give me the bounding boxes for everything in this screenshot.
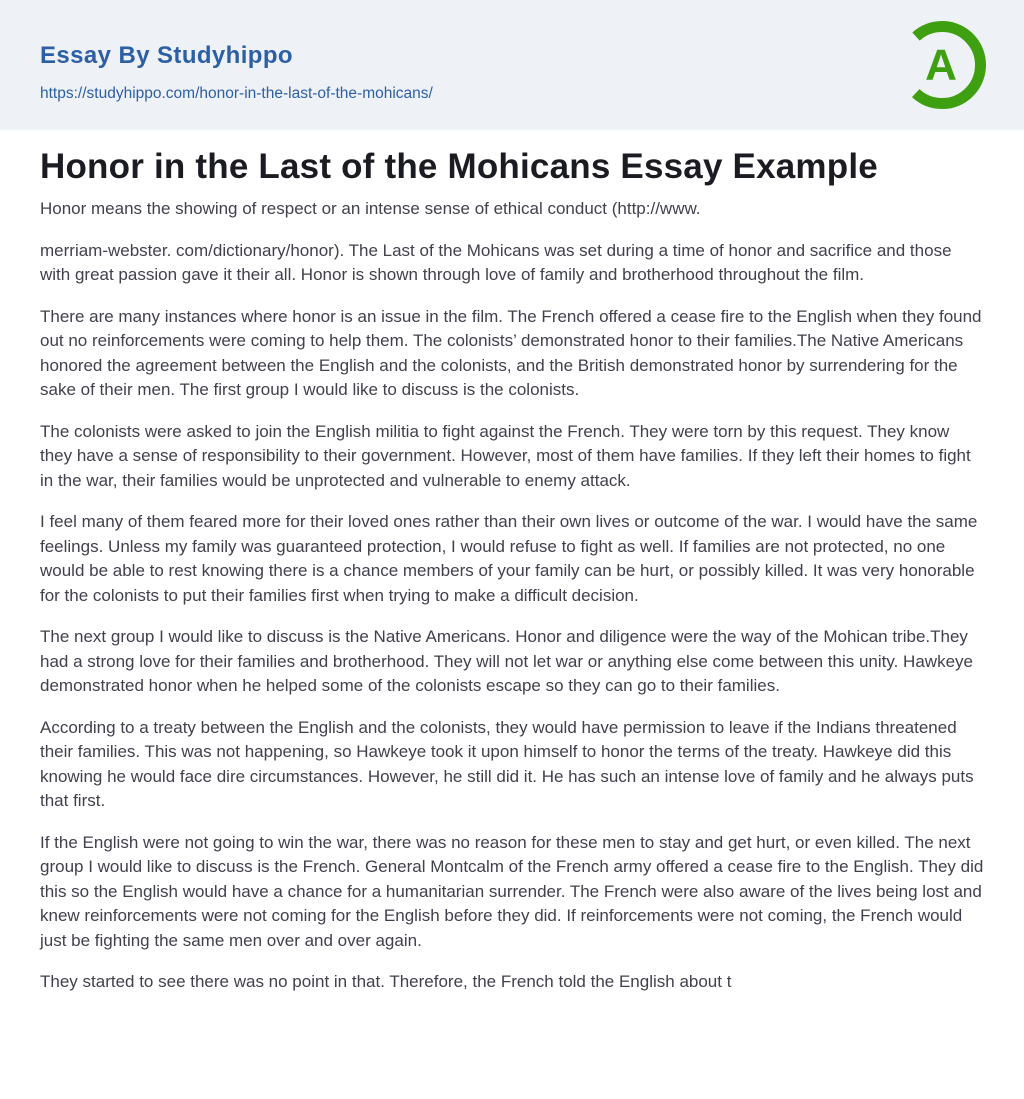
essay-content <box>0 146 1024 995</box>
studyhippo-a-ring-icon <box>898 21 986 109</box>
essay-paragraph: According to a treaty between the English and the colonists, they would have permission to leave if the Indians threatened their families. This was not happening, so Hawkeye took it upon himself to honor the terms of the treaty. Hawkeye did this knowing he would face dire circumstances. However, he still did it. He has such an intense love of family and he always puts that first. <box>40 717 974 810</box>
studyhippo-logo <box>898 21 986 109</box>
page-url-link[interactable]: https://studyhippo.com/honor-in-the-last-of-the-mohicans/ <box>40 85 433 102</box>
essay-paragraph: The next group I would like to discuss is the Native Americans. Honor and diligence were the way of the Mohican tribe.They had a strong love for their families and brotherhood. They will not let war or anything else come between this unity. Hawkeye demonstrated honor when he helped some of the colonists escape so they can go to their families. <box>40 627 973 695</box>
essay-paragraph: If the English were not going to win the war, there was no reason for these men to stay and get hurt, or even killed. The next group I would like to discuss is the French. General Montcalm of the French army offered a cease fire to the English. They did this so the English would have a chance for a humanitarian surrender. The French were also aware of the lives being lost and knew reinforcements were not coming for the English before they did. If reinforcements were not coming, the French would just be fighting the same men over and over again. <box>40 832 984 950</box>
essay-paragraph: Honor means the showing of respect or an intense sense of ethical conduct (http://www. <box>40 199 701 218</box>
essay-paragraph: merriam-webster. com/dictionary/honor). The Last of the Mohicans was set during a time of honor and sacrifice and those with great passion gave it their all. Honor is shown through love of family and brotherhood throughout the film. <box>40 240 952 284</box>
essay-title: Honor in the Last of the Mohicans Essay Example <box>40 147 878 186</box>
essay-paragraph: There are many instances where honor is an issue in the film. The French offered a cease fire to the English when they found out no reinforcements were coming to help them. The colonists’ demonstrated honor to their families.The Native Americans honored the agreement between the English and the colonists, and the British demonstrated honor by surrendering for the sake of their men. The first group I would like to discuss is the colonists. <box>40 306 982 399</box>
logo-letter: A <box>925 40 957 90</box>
essay-paragraph: I feel many of them feared more for their loved ones rather than their own lives or outcome of the war. I would have the same feelings. Unless my family was guaranteed protection, I would refuse to fight as well. If families are not protected, no one would be able to rest knowing there is a chance members of your family can be hurt, or possibly killed. It was very honorable for the colonists to put their families first when trying to make a difficult decision. <box>40 512 978 605</box>
essay-paragraph: The colonists were asked to join the English militia to fight against the French. They were torn by this request. They know they have a sense of responsibility to their government. However, most of them have families. If they left their homes to fight in the war, their families would be unprotected and vulnerable to enemy attack. <box>40 421 971 490</box>
page-header <box>0 0 1024 130</box>
site-title: Essay By Studyhippo <box>40 42 293 69</box>
essay-paragraph: They started to see there was no point in that. Therefore, the French told the English about t <box>40 972 732 991</box>
